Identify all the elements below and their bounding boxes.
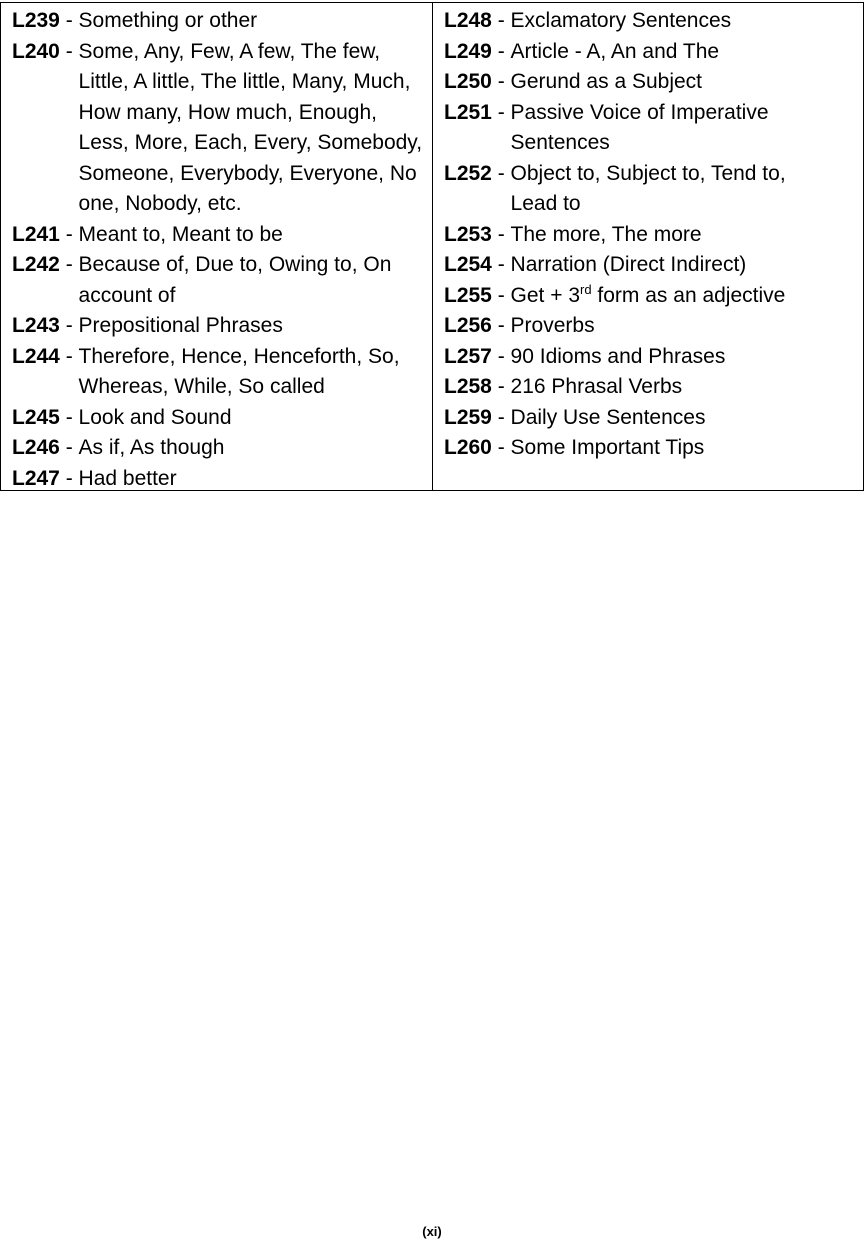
lesson-title: Article - A, An and The — [510, 39, 720, 63]
lesson-code: L252 — [444, 161, 492, 185]
lesson-title: The more, The more — [510, 222, 702, 246]
toc-entry — [444, 342, 863, 373]
lesson-code: L260 — [444, 436, 492, 459]
lesson-title: 90 Idioms and Phrases — [510, 344, 726, 368]
separator: - — [491, 9, 511, 32]
separator: - — [59, 253, 79, 276]
lesson-code: L240 — [12, 39, 60, 63]
lesson-title: Some Important Tips — [510, 436, 705, 459]
lesson-title: Look and Sound — [78, 405, 232, 429]
lesson-title: Something or other — [78, 9, 258, 32]
lesson-code: L251 — [444, 100, 492, 124]
separator: - — [491, 222, 511, 246]
lesson-code: L248 — [444, 9, 492, 32]
lesson-title — [511, 281, 823, 312]
toc-entry — [444, 311, 863, 342]
separator: - — [491, 70, 511, 93]
toc-right-column — [433, 3, 863, 490]
lesson-code: L256 — [444, 314, 492, 337]
separator: - — [491, 253, 511, 276]
lesson-title: Had better — [78, 466, 177, 490]
separator: - — [59, 466, 79, 490]
separator: - — [59, 9, 79, 32]
toc-entry — [12, 342, 432, 403]
lesson-title: Daily Use Sentences — [510, 405, 706, 429]
separator: - — [491, 161, 511, 185]
toc-entry — [444, 220, 863, 251]
toc-entry — [12, 403, 432, 434]
lesson-code: L245 — [12, 405, 60, 429]
separator: - — [491, 100, 511, 124]
lesson-code: L257 — [444, 344, 492, 368]
lesson-code: L239 — [12, 9, 60, 32]
lesson-code: L247 — [12, 466, 60, 490]
separator: - — [491, 344, 511, 368]
toc-entry — [12, 220, 432, 251]
lesson-code: L254 — [444, 253, 492, 276]
lesson-code: L258 — [444, 375, 492, 398]
toc-entry — [444, 433, 863, 464]
separator: - — [59, 436, 79, 459]
separator: - — [491, 436, 511, 459]
title-part: form as an adjective — [591, 283, 786, 307]
lesson-code: L250 — [444, 70, 492, 93]
toc-left-column — [1, 3, 433, 490]
lesson-code: L255 — [444, 283, 492, 307]
lesson-title: 216 Phrasal Verbs — [510, 375, 683, 398]
lesson-code: L243 — [12, 314, 60, 337]
lesson-title: Proverbs — [510, 314, 595, 337]
toc-entry — [12, 6, 432, 37]
separator: - — [59, 344, 79, 368]
separator: - — [491, 39, 511, 63]
separator: - — [59, 405, 79, 429]
separator: - — [491, 375, 511, 398]
lesson-code: L241 — [12, 222, 60, 246]
toc-entry — [444, 372, 863, 403]
lesson-title: Passive Voice of Imperative Sentences — [510, 100, 769, 154]
toc-entry — [12, 250, 432, 311]
lesson-code: L259 — [444, 405, 492, 429]
lesson-title: Gerund as a Subject — [510, 70, 702, 93]
toc-entry — [444, 67, 863, 98]
lesson-title: Object to, Subject to, Tend to, Lead to — [510, 161, 786, 215]
toc-entry — [444, 159, 863, 220]
toc-entry — [444, 37, 863, 68]
lesson-code: L244 — [12, 344, 60, 368]
toc-entry — [444, 403, 863, 434]
lesson-code: L253 — [444, 222, 492, 246]
lesson-title: Meant to, Meant to be — [78, 222, 283, 246]
separator: - — [59, 222, 79, 246]
separator: - — [491, 405, 511, 429]
separator: - — [491, 283, 511, 307]
toc-entry — [12, 464, 432, 495]
lesson-title: Therefore, Hence, Henceforth, So, Whereas, While, So called — [78, 344, 400, 398]
lesson-title: Some, Any, Few, A few, The few, Little, A little, The little, Many, Much, How many, How much, Enough, Less, More, Each, Every, Somebody, Someone, Everybody, Everyone, No one, Nobody, etc. — [78, 39, 423, 215]
separator: - — [59, 314, 79, 337]
toc-entry — [12, 311, 432, 342]
toc-entry — [444, 250, 863, 281]
lesson-code: L246 — [12, 436, 60, 459]
lesson-title: Exclamatory Sentences — [510, 9, 732, 32]
lesson-title: As if, As though — [78, 436, 225, 459]
toc-entry — [444, 98, 863, 159]
toc-entry — [444, 281, 863, 312]
separator: - — [491, 314, 511, 337]
toc-table — [0, 2, 864, 491]
toc-entry — [12, 37, 432, 220]
page-number: (xi) — [422, 1224, 442, 1239]
separator: - — [59, 39, 79, 63]
toc-entry — [444, 6, 863, 37]
ordinal-superscript: rd — [580, 281, 592, 297]
toc-entry — [12, 433, 432, 464]
title-part: Get + 3 — [510, 283, 581, 307]
lesson-title: Narration (Direct Indirect) — [510, 253, 747, 276]
lesson-title: Prepositional Phrases — [78, 314, 283, 337]
lesson-code: L249 — [444, 39, 492, 63]
lesson-code: L242 — [12, 253, 60, 276]
lesson-title: Because of, Due to, Owing to, On account of — [78, 253, 392, 307]
